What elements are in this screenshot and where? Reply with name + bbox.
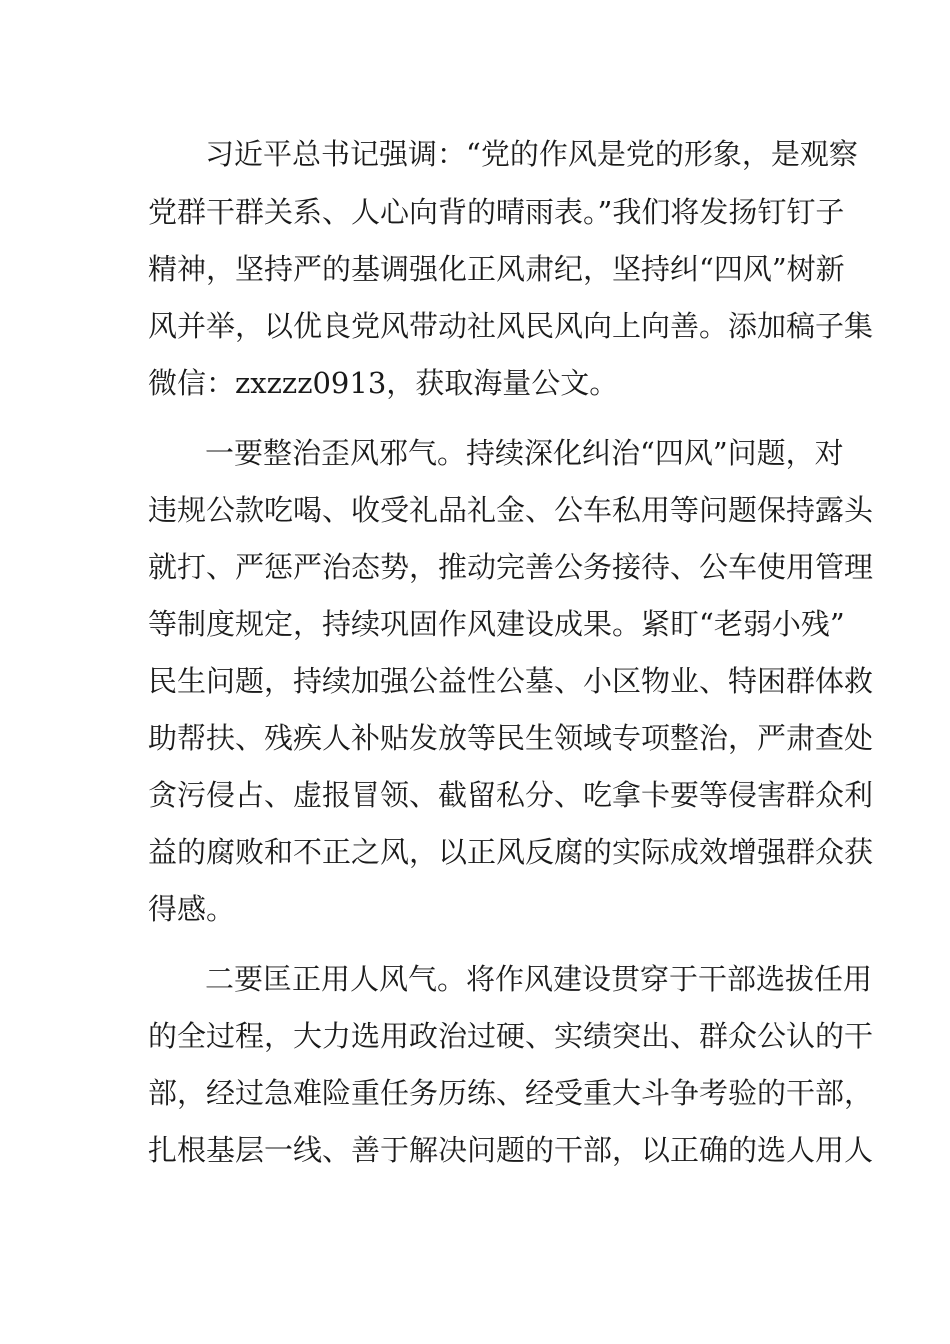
paragraph-2-line-4: 等制度规定，持续巩固作风建设成果。紧盯“老弱小残” [148, 607, 845, 641]
paragraph-2-line-8: 益的腐败和不正之风，以正风反腐的实际成效增强群众获 [148, 835, 874, 869]
paragraph-3-line-4: 扎根基层一线、善于解决问题的干部，以正确的选人用人 [148, 1133, 874, 1167]
paragraph-2-line-6: 助帮扶、残疾人补贴发放等民生领域专项整治，严肃查处 [148, 721, 874, 755]
paragraph-1-line-1: 习近平总书记强调：“党的作风是党的形象，是观察 [205, 137, 858, 171]
paragraph-1-line-5: 微信：zxzzz0913，获取海量公文。 [148, 366, 619, 400]
paragraph-2-line-2: 违规公款吃喝、收受礼品礼金、公车私用等问题保持露头 [148, 493, 874, 527]
paragraph-2-line-7: 贪污侵占、虚报冒领、截留私分、吃拿卡要等侵害群众利 [148, 778, 874, 812]
paragraph-2-line-9: 得感。 [148, 892, 236, 926]
paragraph-3-line-2: 的全过程，大力选用政治过硬、实绩突出、群众公认的干 [148, 1019, 874, 1053]
paragraph-1-line-2: 党群干群关系、人心向背的晴雨表。”我们将发扬钉钉子 [148, 195, 845, 229]
paragraph-2-line-5: 民生问题，持续加强公益性公墓、小区物业、特困群体救 [148, 664, 874, 698]
paragraph-3-line-3: 部，经过急难险重任务历练、经受重大斗争考验的干部， [148, 1076, 874, 1110]
paragraph-1-line-3: 精神，坚持严的基调强化正风肃纪，坚持纠“四风”树新 [148, 252, 845, 286]
paragraph-2-line-1: 一要整治歪风邪气。持续深化纠治“四风”问题，对 [205, 436, 844, 470]
paragraph-1-line-4: 风并举，以优良党风带动社风民风向上向善。添加稿子集 [148, 309, 874, 343]
paragraph-3-line-1: 二要匡正用人风气。将作风建设贯穿于干部选拔任用 [205, 962, 873, 996]
paragraph-2-line-3: 就打、严惩严治态势，推动完善公务接待、公车使用管理 [148, 550, 874, 584]
